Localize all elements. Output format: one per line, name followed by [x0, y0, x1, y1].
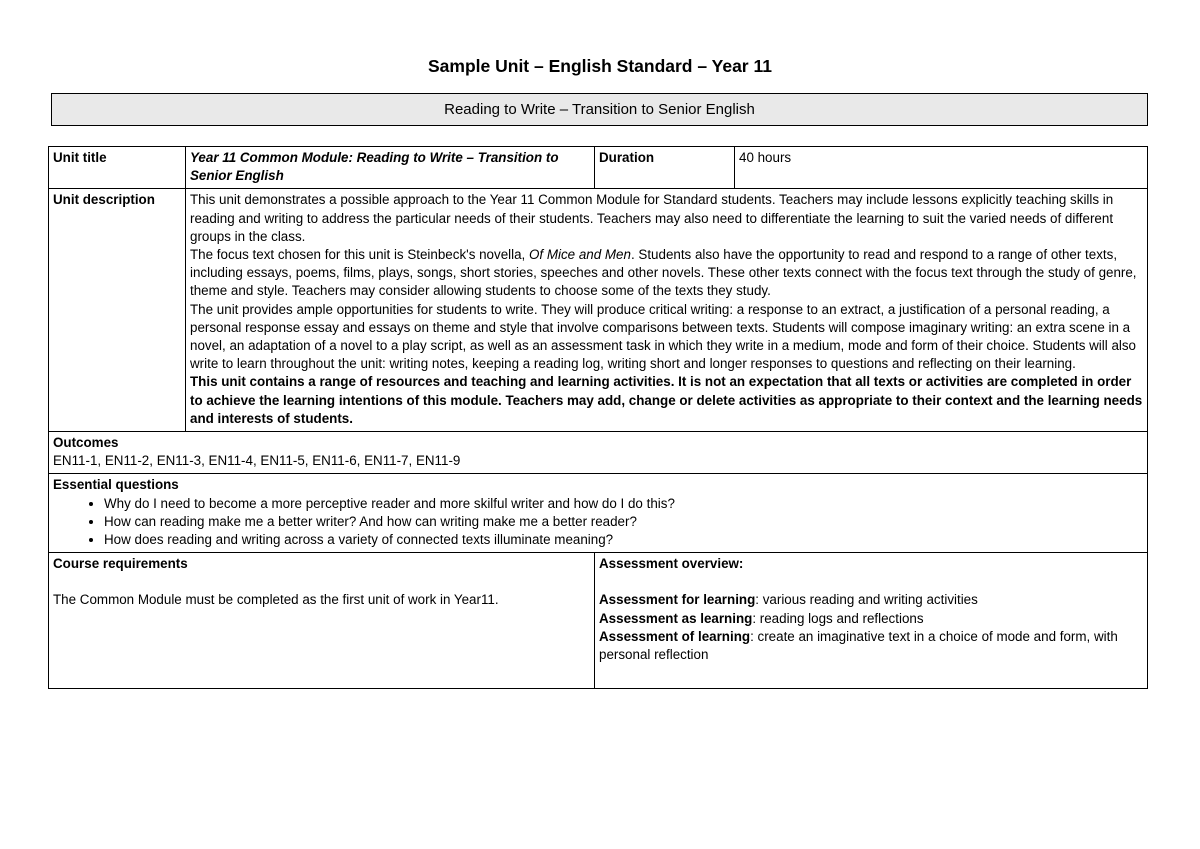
essential-question-item: • How can reading make me a better writer? And how can writing make me a better reader?	[104, 513, 1144, 531]
module-banner-text: Reading to Write – Transition to Senior English	[444, 101, 755, 118]
essential-question-item: • How does reading and writing across a variety of connected texts illuminate meaning?	[104, 531, 1144, 549]
essential-questions-row	[49, 474, 1148, 553]
duration-value: 40 hours	[735, 147, 1148, 189]
description-p2-start: The focus text chosen for this unit is Steinbeck's novella,	[190, 247, 529, 263]
course-requirements-cell	[49, 553, 595, 689]
assessment-overview-cell	[595, 553, 1148, 689]
focus-text-title: Of Mice and Men	[528, 247, 631, 263]
assessment-for-learning	[599, 591, 1144, 609]
outcomes-value: EN11-1, EN11-2, EN11-3, EN11-4, EN11-5, EN11-6, EN11-7, EN11-9	[53, 453, 461, 469]
description-note: This unit contains a range of resources and teaching and learning activities. It is not an expectation that all texts or activities are completed in order to achieve the learning intentions of this module. Teachers may add, change or delete activities as appropriate to their context and the learning needs and interests of students.	[190, 374, 1143, 426]
unit-table	[48, 146, 1148, 689]
assessment-type-label: Assessment of learning	[599, 628, 751, 644]
essential-question-item: • Why do I need to become a more perceptive reader and more skilful writer and how do I do this?	[104, 495, 1144, 513]
essential-questions-label: Essential questions	[53, 477, 179, 493]
assessment-of-learning	[599, 628, 1144, 664]
assessment-type-text: : reading logs and reflections	[752, 610, 924, 626]
essential-questions-list	[53, 495, 1144, 550]
assessment-type-label: Assessment as learning	[599, 610, 753, 626]
assessment-type-label: Assessment for learning	[599, 592, 756, 608]
requirements-assessment-row	[49, 553, 1148, 689]
course-requirements-label: Course requirements	[53, 556, 188, 572]
description-paragraph-1: This unit demonstrates a possible approach to the Year 11 Common Module for Standard students. Teachers may include lessons explicitly teaching skills in reading and writing to address the particular needs of their students. Teachers may also need to differentiate the learning to suit the varied needs of different groups in the class.	[190, 192, 1114, 244]
essential-questions-cell	[49, 474, 1148, 553]
document-title: Sample Unit – English Standard – Year 11	[428, 56, 772, 76]
outcomes-label: Outcomes	[53, 435, 119, 451]
assessment-overview-label: Assessment overview:	[599, 556, 744, 572]
unit-title-label: Unit title	[49, 147, 186, 189]
outcomes-row	[49, 432, 1148, 474]
outcomes-cell	[49, 432, 1148, 474]
description-paragraph-2	[190, 246, 1144, 301]
unit-title-row	[49, 147, 1148, 189]
unit-title-value: Year 11 Common Module: Reading to Write – Transition to Senior English	[186, 147, 595, 189]
course-requirements-value: The Common Module must be completed as the first unit of work in Year11.	[53, 592, 499, 608]
module-banner	[51, 93, 1148, 126]
unit-description-row	[49, 189, 1148, 432]
assessment-type-text: : various reading and writing activities	[755, 592, 978, 608]
unit-description-label: Unit description	[49, 189, 186, 432]
description-paragraph-3: The unit provides ample opportunities for students to write. They will produce critical writing: a response to an extract, a justification of a personal reading, a personal response essay and essays on theme and style that involve comparisons between texts. Students will compose imaginary writing: an extra scene in a novel, an adaptation of a novel to a play script, as well as an assessment task in which they write in a medium, mode and form of their choice. Students will also write to learn throughout the unit: writing notes, keeping a reading log, writing short and longer responses to questions and reflecting on their learning.	[190, 301, 1137, 372]
assessment-as-learning	[599, 610, 1144, 628]
description-p2-end: . Students also have the opportunity to read and respond to a range of other texts, including essays, poems, films, plays, songs, short stories, speeches and other novels. These other texts connect with the focus text through the study of genre, theme and style. Teachers may consider allowing students to choose some of the texts they study.	[190, 247, 1137, 299]
unit-description-cell	[186, 189, 1148, 432]
assessment-type-text: : create an imaginative text in a choice of mode and form, with personal reflection	[599, 628, 1118, 663]
duration-label: Duration	[595, 147, 735, 189]
